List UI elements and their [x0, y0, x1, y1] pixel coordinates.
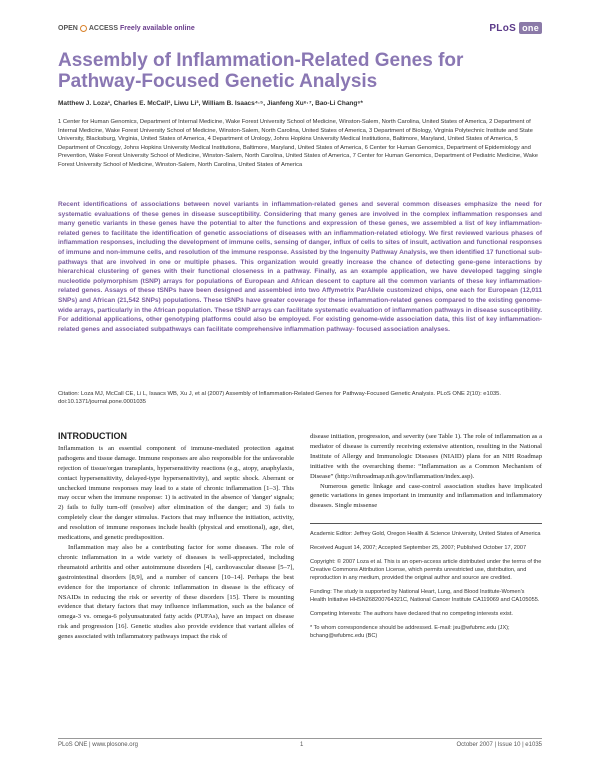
page-number: 1	[300, 742, 304, 748]
copyright-notice: Copyright: © 2007 Loza et al. This is an open-access article distributed under the terms of the Creative Commons Attribution License, which permits unrestricted use, distribution, and reproduction in any medium, provided the original author and source are credited.	[310, 559, 542, 581]
intro-paragraph-4: Numerous genetic linkage and case-control association studies have implicated genetic variations in genes important in immunity and inflammation and inflammatory diseases. Single missense	[310, 482, 542, 510]
body-column-right	[310, 432, 542, 511]
footer-issue: October 2007 | Issue 10 | e1035	[456, 742, 542, 748]
logo-plos-text: PLoS	[489, 22, 517, 34]
abstract: Recent identifications of associations between novel variants in inflammation-related genes and several common diseases emphasize the need for systematic evaluations of these genes in disease susceptibility. Considering that many genes are involved in the complex inflammation responses and many genetic variants in these genes have the potential to alter the functions and expression of these genes, we assembled a list of key inflammation-related genes to facilitate the identification of genetic associations of diseases with an inflammation-related etiology. We first reviewed various phases of inflammation responses, including the development of immune cells, sensing of danger, influx of cells to sites of insult, activation and functional responses of immune and non-immune cells, and resolution of the immune response. Assisted by the Ingenuity Pathway Analysis, we then identified 17 functional sub-pathways that are involved in one or multiple phases. This organization would greatly increase the chance of detecting gene-gene interactions by hierarchical clustering of genes with their functional closeness in a pathway. Finally, as an example application, we have developed tagging single nucleotide polymorphism (tSNP) arrays for populations of European and African descent to capture all the common variants of these key inflammation-related genes. Assays of these tSNPs have been designed and assembled into two Affymetrix ParAllele customized chips, one each for European (12,011 SNPs) and African (21,542 SNPs) populations. These tSNPs have greater coverage for these inflammation-related genes compared to the existing genome-wide arrays, particularly in the African population. These tSNP arrays can facilitate systematic evaluation of inflammation pathways in disease susceptibility. For additional applications, other genotyping platforms could also be employed. For existing genome-wide association data, this list of key inflammation-related genes and associated subpathways can facilitate comprehensive inflammation pathway- focused association analyses.	[58, 201, 542, 333]
intro-paragraph-1: Inflammation is an essential component of immune-mediated protection against pathogens and tissue damage. Immune responses are also responsible for the unfavorable rejection of tissue/organ transplants, hypersensitivity reactions (e.g., atopy, anaphylaxis, contact hypersensitivity, delayed-type hypersensitivity), and septic shock. Aberrant or unchecked immune responses may lead to a state of chronic inflammation [1–3]. This may occur when the immune response: 1) is activated in the absence of 'danger' signals; 2) fails to fully turn-off (resolve) after elimination of the danger; and 3) fails to completely clear the danger stimulus. Factors that may influence the initiation, activity, and resolution of immune responses include health (physical and emotional), age, diet, medications, and genetic predisposition.	[58, 444, 294, 542]
access-label: ACCESS	[88, 25, 119, 32]
introduction-heading: INTRODUCTION	[58, 431, 127, 441]
open-access-badge	[58, 25, 195, 32]
open-access-lock-icon	[80, 25, 87, 32]
article-info-box	[310, 523, 542, 646]
article-dates: Received August 14, 2007; Accepted September 25, 2007; Published October 17, 2007	[310, 545, 527, 551]
article-title: Assembly of Inflammation-Related Genes for Pathway-Focused Genetic Analysis	[58, 50, 464, 92]
intro-paragraph-2: Inflammation may also be a contributing factor for some diseases. The role of chronic inflammation in a wide variety of diseases is well-appreciated, including rheumatoid arthritis and other autoimmune disorders [4], cardiovascular disease [5–7], gastrointestinal disorders [8,9], and a number of cancers [10–14]. Perhaps the best evidence for the importance of chronic inflammation in disease is the efficacy of NSAIDs in reducing the risk or severity of these disorders [15]. There is mounting evidence that dietary factors that may influence inflammation, such as the balance of omega-3 vs. omega-6 polyunsaturated fatty acids (PUFAs), have an impact on disease risk and progression [16]. Genetic studies also provide evidence that variant alleles of genes associated with inflammatory pathways impact the risk of	[58, 543, 294, 641]
freely-available-label: Freely available online	[120, 25, 195, 32]
citation: Citation: Loza MJ, McCall CE, Li L, Isaacs WB, Xu J, et al (2007) Assembly of Inflammation-Related Genes for Pathway-Focused Genetic Analysis. PLoS ONE 2(10): e1035. doi:10.1371/journal.pone.0001035	[58, 391, 502, 406]
funding-statement: Funding: The study is supported by National Heart, Lung, and Blood Institute-Women's Health Initiative HHSN268200764321C, National Cancer Institute CA119069 and CA105055.	[310, 589, 540, 603]
logo-one-text: one	[519, 22, 542, 34]
journal-header-bar	[58, 22, 542, 38]
academic-editor: Academic Editor: Jeffrey Gold, Oregon Health & Science University, United States of America	[310, 531, 541, 537]
body-column-left	[58, 432, 294, 642]
plos-one-logo	[489, 22, 542, 34]
author-list: Matthew J. Loza¹, Charles E. McCall², Liwu Li³, William B. Isaacs⁴·⁵, Jianfeng Xu⁶·⁷, Bao-Li Chang⁶*	[58, 100, 363, 107]
open-label: OPEN	[58, 25, 78, 32]
page-footer	[58, 738, 542, 748]
competing-interests: Competing Interests: The authors have declared that no competing interests exist.	[310, 611, 513, 617]
footer-journal: PLoS ONE | www.plosone.org	[58, 742, 138, 748]
intro-paragraph-3: disease initiation, progression, and severity (see Table 1). The role of inflammation as a mediator of disease is currently receiving extensive attention, resulting in the National Institute of Allergy and Immunologic Diseases (NIAID) plans for an NIH Roadmap initiative with the overarching theme: “Inflammation as a Common Mechanism of Disease” (http://nihroadmap.nih.gov/inflammation/index.asp).	[310, 433, 542, 480]
affiliations: 1 Center for Human Genomics, Department of Internal Medicine, Wake Forest University School of Medicine, Winston-Salem, North Carolina, United States of America, 2 Department of Internal Medicine, Wake Forest University School of Medicine, Winston-Salem, North Carolina, United States of America, 3 Department of Biology, Virginia Polytechnic Institute and State University, Blacksburg, Virginia, United States of America, 4 Department of Urology, Johns Hopkins University Medical Institutions, Baltimore, Maryland, United States of America, 5 Department of Oncology, Johns Hopkins University Medical Institutions, Baltimore, Maryland, United States of America, 6 Center for Human Genomics, Department of Epidemiology and Prevention, Wake Forest University School of Medicine, Winston-Salem, North Carolina, United States of America, 7 Center for Human Genomics, Department of Pediatric Medicine, Wake Forest University School of Medicine, Winston-Salem, North Carolina, United States of America	[58, 119, 538, 168]
correspondence: * To whom correspondence should be addressed. E-mail: jxu@wfubmc.edu (JX); bchang@wfubmc.edu (BC)	[310, 625, 510, 639]
